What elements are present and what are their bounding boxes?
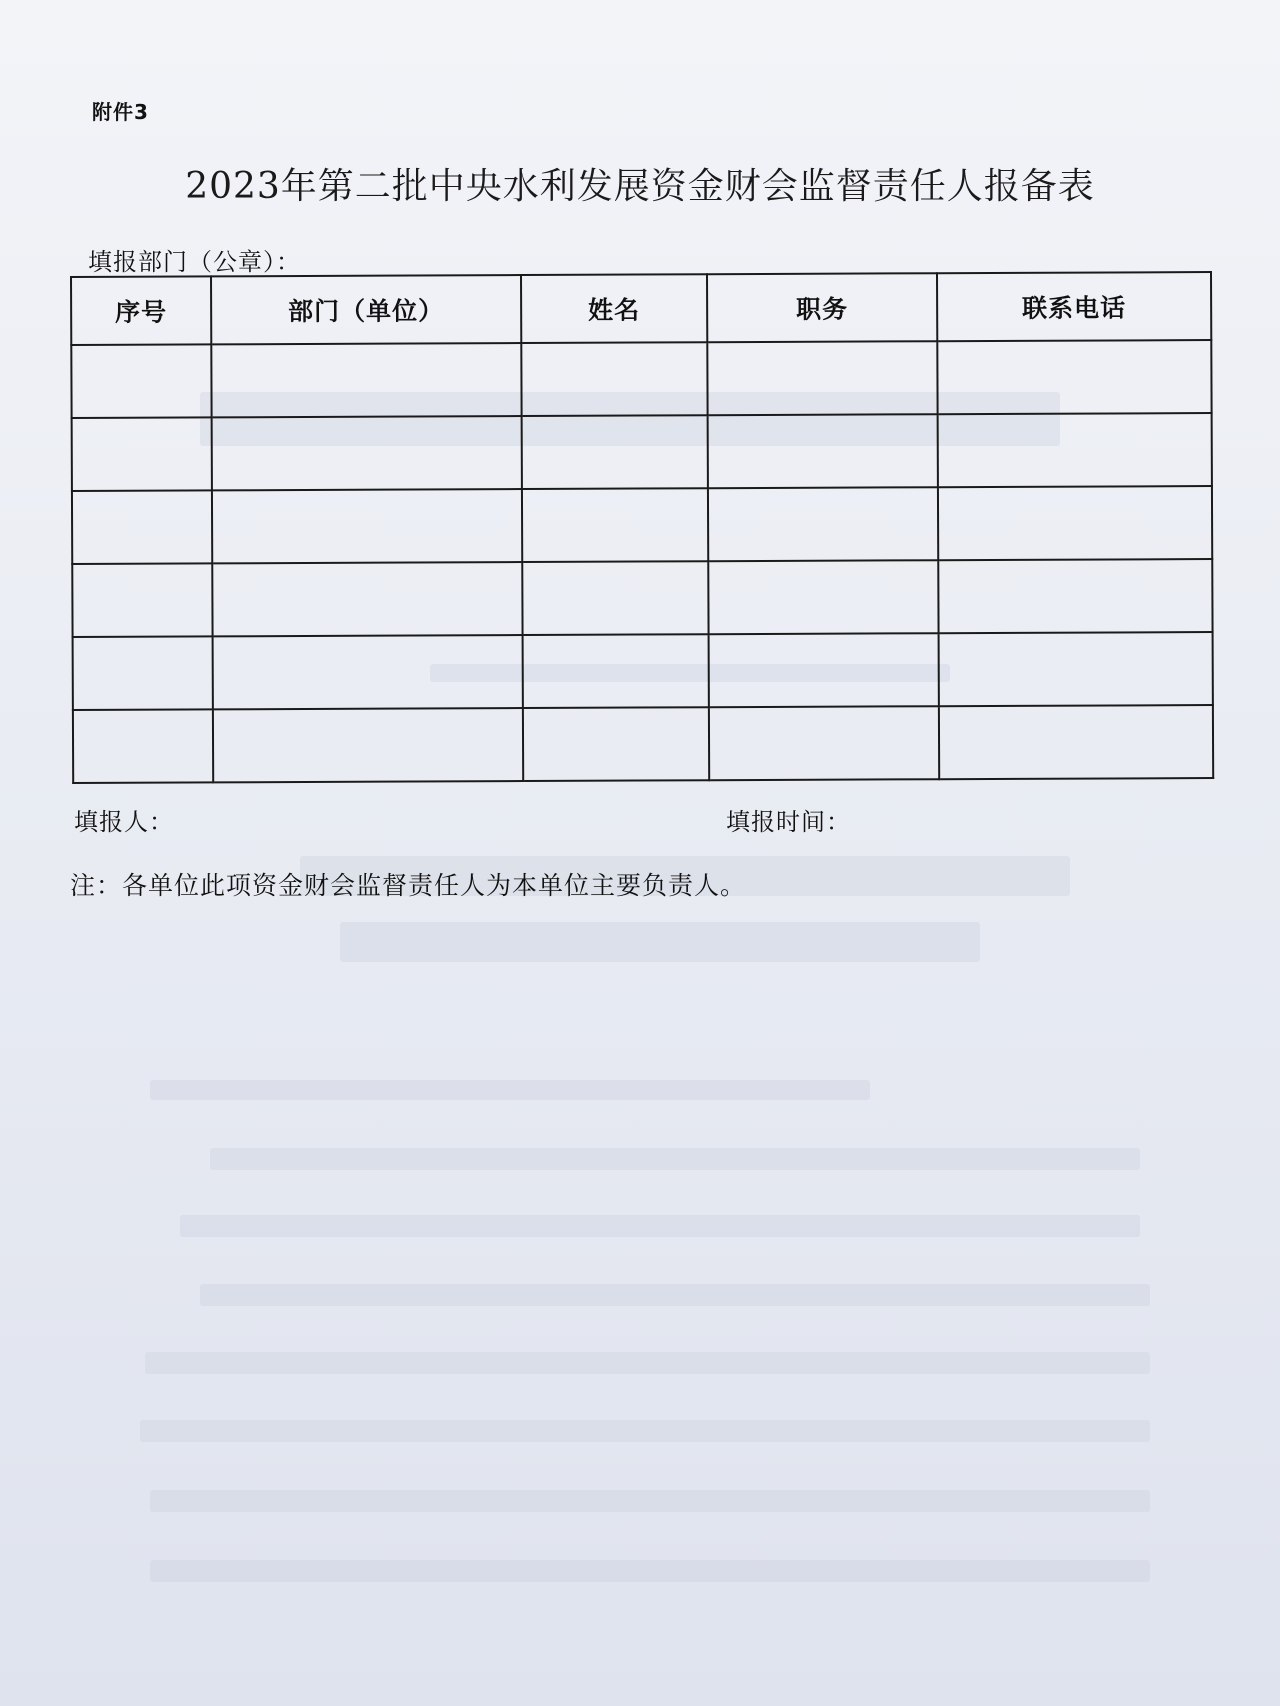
- filler-label: 填报人：: [74, 808, 174, 836]
- table-cell[interactable]: [72, 417, 212, 491]
- show-through-mark: [145, 1352, 1150, 1374]
- show-through-mark: [210, 1148, 1140, 1170]
- footnote: 注：各单位此项资金财会监督责任人为本单位主要负责人。: [70, 871, 747, 900]
- fill-date-label: 填报时间：: [726, 808, 851, 836]
- table-row: [73, 705, 1213, 783]
- show-through-mark: [180, 1215, 1140, 1237]
- table-cell[interactable]: [937, 340, 1211, 414]
- table-cell[interactable]: [938, 413, 1212, 487]
- table-cell[interactable]: [212, 489, 522, 563]
- table-cell[interactable]: [938, 486, 1212, 560]
- table-cell[interactable]: [522, 488, 708, 562]
- header-phone: 联系电话: [937, 272, 1211, 341]
- table-cell[interactable]: [939, 632, 1213, 706]
- table-cell[interactable]: [522, 415, 708, 489]
- table-cell[interactable]: [213, 708, 523, 782]
- reporting-department-label: 填报部门（公章）：: [88, 248, 301, 276]
- table-cell[interactable]: [72, 563, 212, 637]
- table-cell[interactable]: [709, 706, 939, 780]
- table-row: [72, 486, 1212, 564]
- table-cell[interactable]: [71, 344, 211, 418]
- document-title: 2023年第二批中央水利发展资金财会监督责任人报备表: [185, 166, 1095, 207]
- table-cell[interactable]: [708, 560, 938, 634]
- table-cell[interactable]: [707, 341, 937, 415]
- show-through-mark: [150, 1490, 1150, 1512]
- show-through-mark: [140, 1420, 1150, 1442]
- table-cell[interactable]: [213, 635, 523, 709]
- table-cell[interactable]: [939, 705, 1213, 779]
- header-seq: 序号: [71, 276, 211, 345]
- table-row: [72, 413, 1212, 491]
- table-cell[interactable]: [523, 707, 709, 781]
- table-cell[interactable]: [212, 416, 522, 490]
- register-table: [70, 271, 1214, 784]
- table-cell[interactable]: [72, 490, 212, 564]
- table-cell[interactable]: [938, 559, 1212, 633]
- table-cell[interactable]: [708, 487, 938, 561]
- table-cell[interactable]: [211, 343, 521, 417]
- show-through-mark: [150, 1560, 1150, 1582]
- table-cell[interactable]: [523, 634, 709, 708]
- show-through-mark: [200, 1284, 1150, 1306]
- table-cell[interactable]: [73, 636, 213, 710]
- table-cell[interactable]: [522, 561, 708, 635]
- table-row: [71, 340, 1211, 418]
- table-row: [73, 632, 1213, 710]
- table-row: [72, 559, 1212, 637]
- attachment-label: 附件3: [92, 100, 149, 124]
- table-cell[interactable]: [73, 709, 213, 783]
- table-header-row: [71, 272, 1211, 345]
- header-name: 姓名: [521, 274, 707, 343]
- table-cell[interactable]: [708, 414, 938, 488]
- show-through-mark: [150, 1080, 870, 1100]
- table-cell[interactable]: [709, 633, 939, 707]
- table-cell[interactable]: [212, 562, 522, 636]
- register-table-wrapper: [70, 271, 1212, 778]
- header-position: 职务: [707, 273, 937, 342]
- show-through-mark: [340, 922, 980, 962]
- table-cell[interactable]: [521, 342, 707, 416]
- header-department: 部门（单位）: [211, 275, 521, 344]
